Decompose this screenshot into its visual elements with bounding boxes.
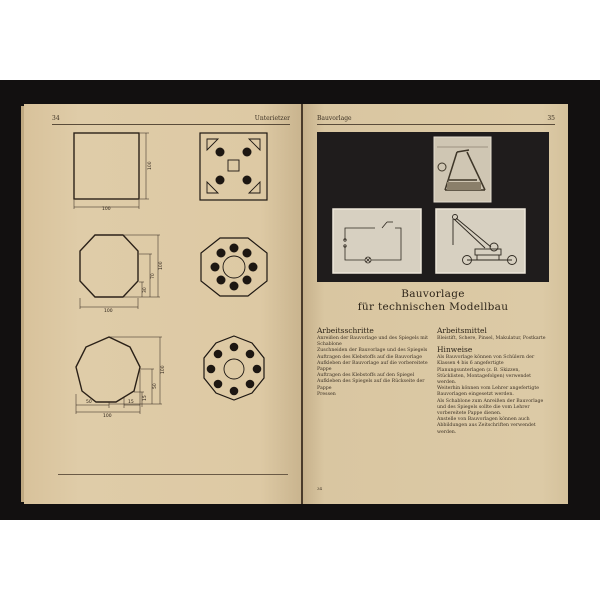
crane-model-sheet-image <box>434 137 491 202</box>
materials-hints-column <box>437 326 549 436</box>
materials-text: Bleistift, Schere, Pinsel, Makulatur, Postkarte <box>437 336 546 341</box>
materials-heading: Arbeitsmittel <box>437 326 487 335</box>
running-head-title: Unterietzer <box>254 115 290 122</box>
nonagon-pattern <box>204 336 264 400</box>
photo-plate <box>317 132 549 282</box>
left-page <box>24 104 302 504</box>
running-head-title: Bauvorlage <box>317 115 352 122</box>
open-book <box>24 104 568 504</box>
steps-heading: Arbeitsschritte <box>317 326 374 335</box>
steps-column <box>317 326 429 398</box>
svg-text:70: 70 <box>151 273 156 279</box>
step-item: Auftragen des Klebstoffs auf den Spiegel <box>317 373 415 379</box>
hint-item: Anstelle von Bauvorlagen können auch Abbildungen aus Zeitschriften verwendet werden. <box>437 417 536 435</box>
title-line-2: für technischen Modellbau <box>357 301 509 313</box>
svg-text:30: 30 <box>143 287 148 293</box>
step-item: Aufkleben der Bauvorlage auf die vorbereitete Pappe <box>317 360 428 373</box>
step-item: Auftragen des Klebstoffs auf die Bauvorlage <box>317 354 422 360</box>
footer-rule <box>58 474 288 475</box>
hint-item: Als Schablone zum Anreißen der Bauvorlage und des Spiegels sollte die vom Lehrer vorbereitete Pappe dienen. <box>437 398 544 417</box>
hints-heading: Hinweise <box>437 345 473 355</box>
svg-text:100: 100 <box>102 207 111 212</box>
article-title <box>317 288 549 314</box>
step-item: Aufkleben des Spiegels auf die Rückseite der Pappe <box>317 379 425 391</box>
square-figure <box>74 133 149 209</box>
svg-text:15: 15 <box>143 395 148 401</box>
crane-cart-image <box>436 209 525 273</box>
svg-text:100: 100 <box>148 161 153 170</box>
svg-text:15: 15 <box>128 400 134 405</box>
svg-text:100: 100 <box>161 365 166 374</box>
bottom-folio: 34 <box>317 486 323 491</box>
right-running-head <box>317 114 555 125</box>
square-pattern <box>200 133 267 200</box>
step-item: Anreißen der Bauvorlage und des Spiegels mit Schablone <box>317 336 429 348</box>
title-line-1: Bauvorlage <box>401 288 465 300</box>
technical-drawings <box>24 104 302 504</box>
octagon-pattern <box>201 238 267 296</box>
svg-text:100: 100 <box>159 261 164 270</box>
hint-item: Weiterhin können vom Lehrer angefertigte Bauvorlagen eingesetzt werden. <box>437 386 540 398</box>
svg-text:50: 50 <box>153 383 158 389</box>
plate-images <box>317 132 549 282</box>
hint-item: Als Bauvorlage können von Schülern der Klassen 4 bis 6 angefertigte Planungsunterlagen (z. B. Skizzen, Stücklisten, Montagefolgen) verwendet werden. <box>437 355 535 386</box>
page-number: 34 <box>52 115 60 122</box>
svg-text:100: 100 <box>104 309 113 314</box>
circuit-diagram-image <box>333 209 421 273</box>
octagon-figure <box>80 235 160 309</box>
page-number: 35 <box>547 115 555 122</box>
step-item: Zuschneiden der Bauvorlage und des Spiegels <box>317 348 428 354</box>
svg-text:100: 100 <box>103 414 112 419</box>
step-item: Pressen <box>317 391 336 397</box>
right-page <box>303 104 568 504</box>
svg-text:50: 50 <box>86 400 92 405</box>
